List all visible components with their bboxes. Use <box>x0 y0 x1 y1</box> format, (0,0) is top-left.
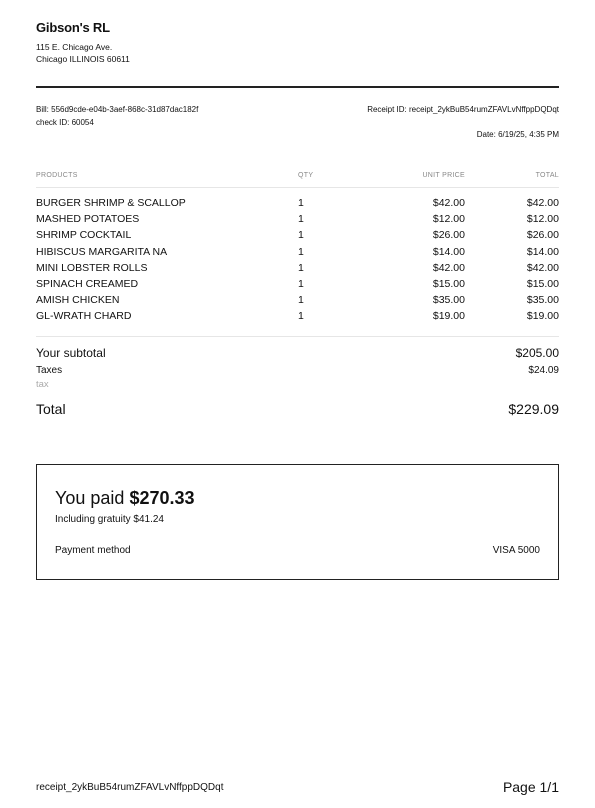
item-name: HIBISCUS MARGARITA NA <box>36 245 168 258</box>
table-row <box>36 310 559 326</box>
item-name: MASHED POTATOES <box>36 213 140 226</box>
header-divider <box>36 86 559 88</box>
item-unit-price: $35.00 <box>432 294 465 307</box>
taxes-value: $24.09 <box>528 365 559 376</box>
item-unit-price: $14.00 <box>432 245 465 258</box>
item-name: GL-WRATH CHARD <box>36 310 132 323</box>
table-row <box>36 262 559 278</box>
table-row <box>36 213 559 229</box>
table-row <box>36 229 559 245</box>
item-unit-price: $42.00 <box>432 261 465 274</box>
item-qty: 1 <box>298 277 304 290</box>
item-total: $35.00 <box>526 294 559 307</box>
subtotal-value: $205.00 <box>515 346 559 360</box>
table-row <box>36 278 559 294</box>
payment-method-label: Payment method <box>55 545 131 556</box>
taxes-label: Taxes <box>36 365 63 376</box>
paid-prefix: You paid <box>55 488 125 508</box>
item-total: $14.00 <box>526 245 559 258</box>
gratuity-note: Including gratuity $41.24 <box>55 514 164 525</box>
paid-heading <box>55 488 195 509</box>
table-row <box>36 246 559 262</box>
item-total: $42.00 <box>526 197 559 209</box>
item-qty: 1 <box>298 197 304 209</box>
item-total: $19.00 <box>526 310 559 323</box>
item-unit-price: $15.00 <box>432 277 465 290</box>
header-unit-price: UNIT PRICE <box>422 172 465 179</box>
item-qty: 1 <box>298 310 304 323</box>
payment-method-value: VISA 5000 <box>492 545 540 556</box>
tax-sublabel: tax <box>36 379 49 390</box>
subtotal-label: Your subtotal <box>36 346 106 360</box>
item-name: SHRIMP COCKTAIL <box>36 229 132 242</box>
item-qty: 1 <box>298 261 304 274</box>
restaurant-name: Gibson's RL <box>36 20 110 35</box>
address-line-2: Chicago ILLINOIS 60611 <box>36 54 130 64</box>
item-name: AMISH CHICKEN <box>36 294 120 307</box>
item-unit-price: $19.00 <box>432 310 465 323</box>
table-header <box>36 172 559 184</box>
total-value: $229.09 <box>508 401 559 417</box>
item-name: BURGER SHRIMP & SCALLOP <box>36 197 186 209</box>
item-qty: 1 <box>298 213 304 226</box>
footer-receipt-id: receipt_2ykBuB54rumZFAVLvNffppDQDqt <box>36 782 224 793</box>
item-name: SPINACH CREAMED <box>36 277 139 290</box>
item-unit-price: $42.00 <box>432 197 465 209</box>
header-qty: QTY <box>298 172 314 179</box>
address-line-1: 115 E. Chicago Ave. <box>36 42 113 52</box>
item-unit-price: $12.00 <box>432 213 465 226</box>
receipt-date: Date: 6/19/25, 4:35 PM <box>476 130 559 139</box>
table-row <box>36 294 559 310</box>
item-total: $26.00 <box>526 229 559 242</box>
header-total: TOTAL <box>535 172 559 179</box>
total-label: Total <box>36 401 66 417</box>
item-qty: 1 <box>298 245 304 258</box>
item-total: $12.00 <box>526 213 559 226</box>
item-qty: 1 <box>298 294 304 307</box>
receipt-id: Receipt ID: receipt_2ykBuB54rumZFAVLvNffppDQDqt <box>367 105 559 114</box>
check-id: check ID: 60054 <box>36 118 94 127</box>
table-header-divider <box>36 187 559 188</box>
item-total: $42.00 <box>526 261 559 274</box>
item-total: $15.00 <box>526 277 559 290</box>
payment-box <box>36 464 559 580</box>
table-row <box>36 197 559 213</box>
paid-amount: $270.33 <box>129 488 195 508</box>
items-list <box>36 197 559 327</box>
header-products: PRODUCTS <box>36 172 78 179</box>
items-divider <box>36 336 559 337</box>
item-qty: 1 <box>298 229 304 242</box>
page-number: Page 1/1 <box>502 779 559 795</box>
bill-id: Bill: 556d9cde-e04b-3aef-868c-31d87dac182f <box>36 105 199 114</box>
item-unit-price: $26.00 <box>432 229 465 242</box>
item-name: MINI LOBSTER ROLLS <box>36 261 148 274</box>
